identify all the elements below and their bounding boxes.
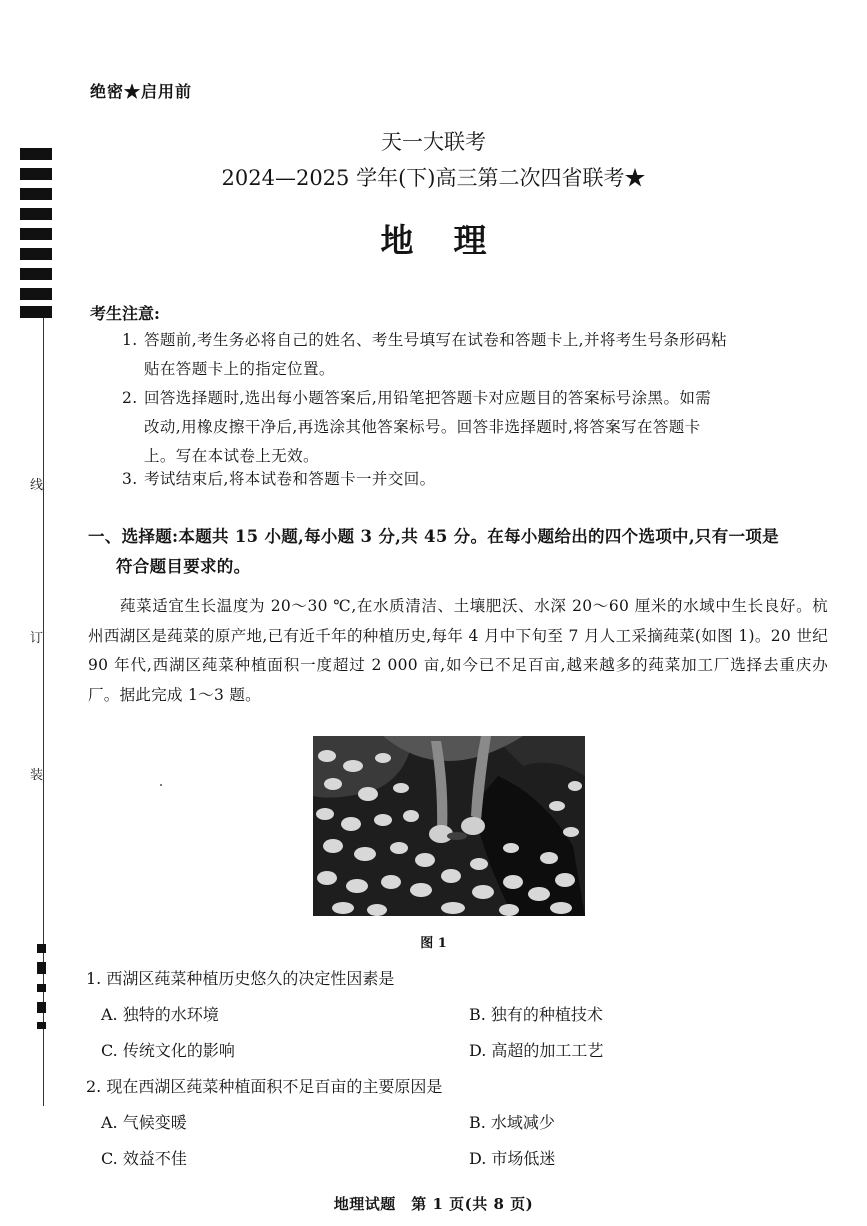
page-footer: 地理试题 第 1 页(共 8 页) — [333, 1195, 534, 1213]
notice-text: 改动,用橡皮擦干净后,再选涂其他答案标号。回答非选择题时,将答案写在答题卡 — [144, 418, 701, 436]
notice-text: 贴在答题卡上的指定位置。 — [144, 360, 335, 378]
option-c: C. 传统文化的影响 — [101, 1041, 235, 1060]
notice-text: 考试结束后,将本试卷和答题卡一并交回。 — [144, 470, 436, 488]
binding-label: 装 — [30, 768, 44, 783]
option-b: B. 独有的种植技术 — [469, 1005, 603, 1024]
notice-item-3 — [122, 465, 828, 494]
figure-caption: 图 1 — [420, 936, 447, 951]
binding-label: 线 — [30, 478, 44, 493]
notice-number: 2. — [122, 389, 138, 407]
intro-paragraph: 莼菜适宜生长温度为 20～30 ℃,在水质清洁、土壤肥沃、水深 20～60 厘米的水域中生长良好。杭州西湖区是莼菜的原产地,已有近千年的种植历史,每年 4 月中下旬至 7 月人工采摘莼菜(如图 1)。20 世纪 90 年代,西湖区莼菜种植面积一度超过 2 000 亩,如今已不足百亩,越来越多的莼菜加工厂选择去重庆办厂。据此完成 1～3 题。 — [88, 597, 828, 704]
question-stem: 2. 现在西湖区莼菜种植面积不足百亩的主要原因是 — [86, 1077, 443, 1096]
option-d: D. 高超的加工工艺 — [469, 1041, 604, 1060]
binding-mark — [20, 306, 52, 318]
exam-name: 天一大联考 — [381, 130, 486, 154]
binding-mark — [20, 268, 52, 280]
option-c: C. 效益不佳 — [101, 1149, 187, 1168]
notice-text: 答题前,考生务必将自己的姓名、考生号填写在试卷和答题卡上,并将考生号条形码粘 — [144, 331, 728, 349]
speck — [160, 784, 162, 786]
section-header-line: 符合题目要求的。 — [116, 557, 251, 576]
question-stem: 1. 西湖区莼菜种植历史悠久的决定性因素是 — [86, 969, 395, 988]
secret-label: 绝密★启用前 — [90, 82, 193, 101]
notice-heading: 考生注意: — [90, 304, 160, 323]
binding-label: 订 — [30, 631, 44, 646]
notice-text: 上。写在本试卷上无效。 — [144, 447, 319, 465]
subject-title: 地理 — [380, 221, 527, 260]
section-header — [88, 522, 828, 582]
notice-item-1 — [122, 326, 828, 384]
figure-photo — [313, 736, 585, 916]
notice-text: 回答选择题时,选出每小题答案后,用铅笔把答题卡对应题目的答案标号涂黑。如需 — [144, 389, 712, 407]
option-b: B. 水域减少 — [469, 1113, 555, 1132]
photo-illustration — [313, 736, 585, 916]
option-d: D. 市场低迷 — [469, 1149, 556, 1168]
notice-item-2 — [122, 384, 828, 471]
exam-title: 2024—2025 学年(下)高三第二次四省联考★ — [221, 166, 646, 190]
section-header-line: 一、选择题:本题共 15 小题,每小题 3 分,共 45 分。在每小题给出的四个选项中,只有一项是 — [88, 527, 779, 546]
binding-mark — [37, 1022, 46, 1029]
binding-mark — [20, 288, 52, 300]
option-a: A. 独特的水环境 — [101, 1005, 219, 1024]
binding-mark — [37, 984, 46, 992]
binding-mark — [37, 962, 46, 974]
notice-number: 3. — [122, 470, 138, 488]
binding-mark — [37, 1002, 46, 1013]
option-a: A. 气候变暖 — [101, 1113, 187, 1132]
notice-number: 1. — [122, 331, 138, 349]
